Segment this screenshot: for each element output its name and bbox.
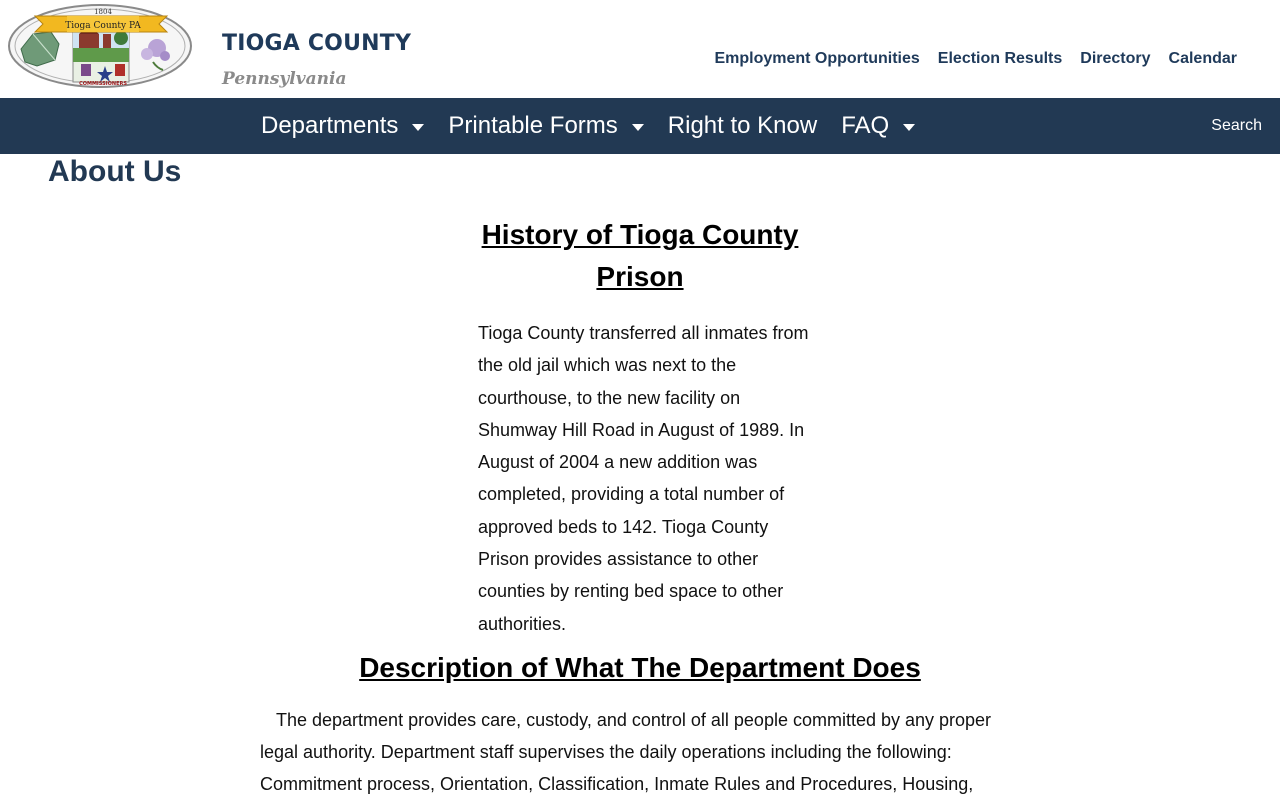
nav-printable-forms[interactable] bbox=[448, 112, 643, 140]
history-paragraph: Tioga County transferred all inmates from the old jail which was next to the courthouse, to the new facility on Shumway Hill Road in August of 1989. In August of 2004 a new addition was completed, providing a total number of approved beds to 142. Tioga County Prison provides assistance to other counties by renting bed space to other authorities. bbox=[478, 323, 809, 634]
utility-nav bbox=[714, 50, 1237, 68]
county-seal-logo[interactable] bbox=[7, 4, 193, 88]
site-title[interactable]: TIOGA COUNTY bbox=[222, 31, 412, 56]
site-header bbox=[0, 0, 1280, 98]
site-subtitle: Pennsylvania bbox=[222, 69, 347, 89]
description-paragraph: The department provides care, custody, and control of all people committed by any proper legal authority. Department staff supervises the daily operations including the following: Commitment process, Orientation, Classification, Inmate Rules and Procedures, Housing, bbox=[260, 710, 992, 794]
caret-down-icon bbox=[412, 124, 424, 131]
logo-year-text: 1804 bbox=[94, 8, 112, 16]
election-results-link[interactable]: Election Results bbox=[937, 50, 1063, 67]
page-title: About Us bbox=[48, 155, 182, 188]
nav-departments-label: Departments bbox=[261, 112, 399, 139]
description-heading: Description of What The Department Does bbox=[359, 652, 921, 683]
nav-right-to-know-label: Right to Know bbox=[667, 112, 818, 139]
calendar-link[interactable]: Calendar bbox=[1168, 50, 1237, 67]
nav-departments[interactable] bbox=[261, 112, 424, 140]
caret-down-icon bbox=[632, 124, 644, 131]
main-navbar bbox=[0, 98, 1280, 154]
logo-seal-text: COMMISSIONERS bbox=[79, 81, 127, 87]
nav-faq[interactable] bbox=[841, 112, 915, 140]
employment-opportunities-link[interactable]: Employment Opportunities bbox=[714, 50, 920, 67]
logo-banner-text: Tioga County PA bbox=[65, 21, 141, 31]
history-heading: History of Tioga County Prison bbox=[481, 219, 799, 292]
directory-link[interactable]: Directory bbox=[1080, 50, 1151, 67]
caret-down-icon bbox=[903, 124, 915, 131]
nav-printable-forms-label: Printable Forms bbox=[448, 112, 618, 139]
nav-right-to-know[interactable] bbox=[668, 112, 817, 140]
search-link[interactable]: Search bbox=[1211, 117, 1262, 134]
nav-faq-label: FAQ bbox=[841, 112, 890, 139]
